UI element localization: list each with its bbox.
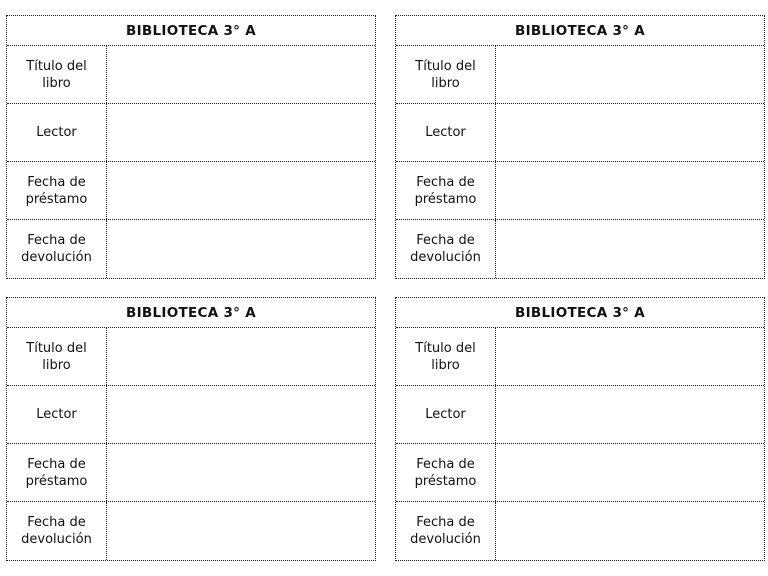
return-date-field[interactable] [496, 502, 764, 560]
label-line: Fecha de [27, 174, 86, 190]
label-line: libro [431, 357, 460, 373]
book-title-label [396, 328, 496, 385]
book-title-field[interactable] [107, 46, 375, 103]
label-line: Fecha de [27, 233, 86, 248]
row-loan-date [7, 444, 375, 502]
row-book-title [396, 46, 764, 104]
label-line: Título del [26, 340, 87, 356]
row-return-date [396, 220, 764, 278]
label-line: libro [431, 75, 460, 91]
return-date-label [7, 502, 107, 560]
label-line: préstamo [25, 473, 88, 489]
row-return-date [7, 220, 375, 278]
label-line: Lector [36, 407, 77, 422]
loan-date-field[interactable] [496, 162, 764, 219]
library-card-3 [6, 297, 376, 561]
reader-label [7, 104, 107, 161]
return-date-field[interactable] [107, 502, 375, 560]
label-line: Fecha de [416, 456, 475, 472]
label-line: devolución [21, 532, 92, 547]
reader-label [7, 386, 107, 443]
label-line: libro [42, 75, 71, 91]
label-line: devolución [410, 532, 481, 547]
row-reader [396, 104, 764, 162]
label-line: Fecha de [416, 515, 475, 530]
row-return-date [7, 502, 375, 560]
row-reader [7, 104, 375, 162]
label-line: Lector [425, 407, 466, 422]
label-line: devolución [21, 250, 92, 265]
label-line: devolución [410, 250, 481, 265]
return-date-label [7, 220, 107, 278]
row-book-title [7, 328, 375, 386]
label-line: Fecha de [27, 515, 86, 530]
loan-date-field[interactable] [107, 444, 375, 501]
reader-field[interactable] [496, 104, 764, 161]
label-line: Fecha de [416, 174, 475, 190]
label-line: préstamo [414, 473, 477, 489]
reader-label [396, 386, 496, 443]
card-title: BIBLIOTECA 3° A [396, 16, 764, 46]
loan-date-field[interactable] [496, 444, 764, 501]
library-card-2 [395, 15, 765, 279]
loan-date-label [396, 444, 496, 501]
card-title: BIBLIOTECA 3° A [396, 298, 764, 328]
label-line: préstamo [414, 191, 477, 207]
label-line: Lector [425, 125, 466, 140]
book-title-label [396, 46, 496, 103]
return-date-field[interactable] [107, 220, 375, 278]
row-loan-date [7, 162, 375, 220]
reader-field[interactable] [107, 386, 375, 443]
loan-date-label [7, 444, 107, 501]
row-reader [396, 386, 764, 444]
return-date-field[interactable] [496, 220, 764, 278]
book-title-label [7, 46, 107, 103]
reader-label [396, 104, 496, 161]
label-line: Título del [415, 58, 476, 74]
label-line: Lector [36, 125, 77, 140]
library-card-4 [395, 297, 765, 561]
book-title-field[interactable] [107, 328, 375, 385]
library-card-1 [6, 15, 376, 279]
return-date-label [396, 220, 496, 278]
row-reader [7, 386, 375, 444]
row-book-title [396, 328, 764, 386]
row-loan-date [396, 444, 764, 502]
reader-field[interactable] [496, 386, 764, 443]
row-return-date [396, 502, 764, 560]
loan-date-label [396, 162, 496, 219]
row-loan-date [396, 162, 764, 220]
book-title-field[interactable] [496, 328, 764, 385]
card-title: BIBLIOTECA 3° A [7, 298, 375, 328]
card-title: BIBLIOTECA 3° A [7, 16, 375, 46]
reader-field[interactable] [107, 104, 375, 161]
label-line: libro [42, 357, 71, 373]
loan-date-field[interactable] [107, 162, 375, 219]
label-line: Título del [26, 58, 87, 74]
label-line: Título del [415, 340, 476, 356]
label-line: préstamo [25, 191, 88, 207]
label-line: Fecha de [416, 233, 475, 248]
book-title-label [7, 328, 107, 385]
row-book-title [7, 46, 375, 104]
book-title-field[interactable] [496, 46, 764, 103]
return-date-label [396, 502, 496, 560]
label-line: Fecha de [27, 456, 86, 472]
loan-date-label [7, 162, 107, 219]
